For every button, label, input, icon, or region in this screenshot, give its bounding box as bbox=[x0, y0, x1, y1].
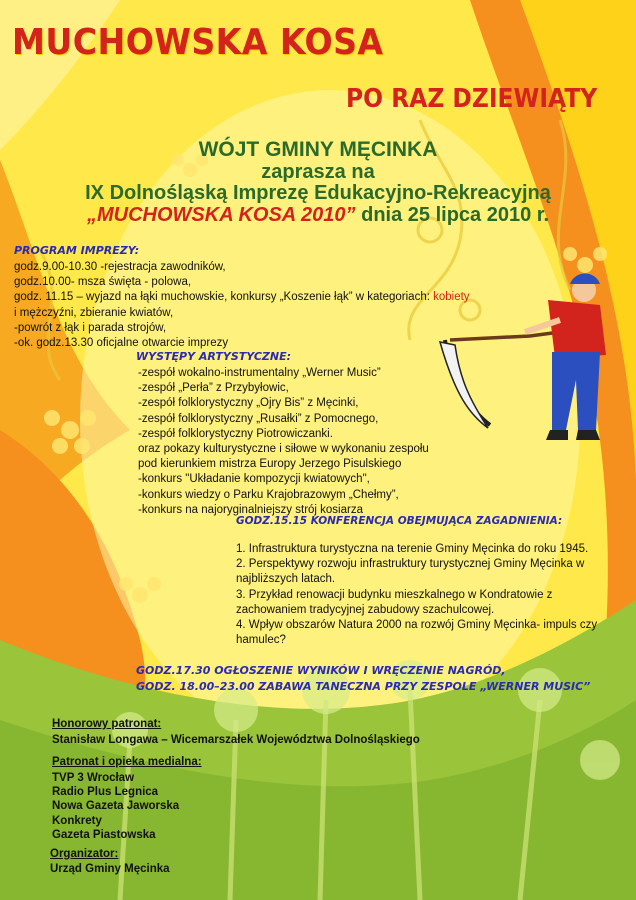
media-patronage-label: Patronat i opieka medialna: bbox=[52, 756, 202, 768]
poster-title: MUCHOWSKA KOSA bbox=[12, 22, 384, 63]
media-patronage-list bbox=[52, 771, 179, 842]
dance-party: GODZ. 18.00–23.00 ZABAWA TANECZNA PRZY ZESPOLE „WERNER MUSIC” bbox=[136, 680, 591, 693]
list-item-text: godz. 11.15 – wyjazd na łąki muchowskie, konkursy „Koszenie łąk” w kategoriach: bbox=[14, 291, 434, 304]
list-item: 2. Perspektywy rozwoju infrastruktury turystycznej Gminy Męcinka w najbliższych latach. bbox=[236, 558, 585, 586]
list-item: -zespół wokalno-instrumentalny „Werner Music” bbox=[138, 367, 381, 379]
results-announcement: GODZ.17.30 OGŁOSZENIE WYNIKÓW I WRĘCZENIE NAGRÓD, bbox=[136, 664, 506, 677]
list-item: -zespół folklorystyczny „Rusałki” z Pomocnego, bbox=[138, 412, 379, 425]
list-item: 4. Wpływ obszarów Natura 2000 na rozwój Gminy Męcinka- impuls czy hamulec? bbox=[236, 619, 598, 647]
program-list bbox=[14, 260, 470, 351]
organizer-label: Organizator: bbox=[50, 848, 119, 860]
honorary-patronage-label: Honorowy patronat: bbox=[52, 718, 162, 730]
organizer-value: Urząd Gminy Męcinka bbox=[50, 863, 170, 875]
invitation-invites: zaprasza na bbox=[261, 161, 375, 183]
list-item: -zespół folklorystyczny Piotrowiczanki. bbox=[138, 427, 333, 440]
list-item: -konkurs "Układanie kompozycji kwiatowych", bbox=[138, 473, 370, 486]
list-item: Konkrety bbox=[52, 814, 102, 827]
performances-heading: WYSTĘPY ARTYSTYCZNE: bbox=[136, 350, 292, 363]
category-highlight: kobiety bbox=[433, 291, 470, 304]
list-item: pod kierunkiem mistrza Europy Jerzego Pisulskiego bbox=[138, 458, 402, 471]
list-item: Radio Plus Legnica bbox=[52, 786, 159, 799]
list-item: i mężczyźni, zbieranie kwiatów, bbox=[14, 306, 174, 319]
performances-list bbox=[138, 366, 429, 518]
list-item: 1. Infrastruktura turystyczna na terenie Gminy Męcinka do roku 1945. bbox=[236, 543, 589, 555]
list-item: godz.9.00-10.30 -rejestracja zawodników, bbox=[14, 261, 226, 273]
event-name: „MUCHOWSKA KOSA 2010” bbox=[86, 204, 356, 226]
list-item: -konkurs na najoryginalniejszy strój kosiarza bbox=[138, 503, 363, 516]
list-item: godz.10.00- msza święta - polowa, bbox=[14, 276, 192, 289]
honorary-patronage-value: Stanisław Longawa – Wicemarszałek Województwa Dolnośląskiego bbox=[52, 734, 420, 746]
poster-subtitle: PO RAZ DZIEWIĄTY bbox=[346, 84, 598, 114]
invitation-host: WÓJT GMINY MĘCINKA bbox=[198, 138, 438, 161]
event-date: dnia 25 lipca 2010 r. bbox=[355, 204, 549, 226]
program-heading: PROGRAM IMPREZY: bbox=[14, 244, 140, 257]
list-item: TVP 3 Wrocław bbox=[52, 772, 135, 784]
list-item: oraz pokazy kulturystyczne i siłowe w wykonaniu zespołu bbox=[138, 443, 429, 456]
list-item: Nowa Gazeta Jaworska bbox=[52, 800, 180, 813]
conference-list bbox=[236, 542, 608, 648]
list-item: -konkurs wiedzy o Parku Krajobrazowym „Chełmy”, bbox=[138, 488, 399, 501]
list-item: 3. Przykład renowacji budynku mieszkalnego w Kondratowie z zachowaniem tradycyjnej zabudowy szachulcowej. bbox=[236, 588, 553, 616]
list-item: -ok. godz.13.30 oficjalne otwarcie imprezy bbox=[14, 337, 229, 350]
invitation-event-type: IX Dolnośląską Imprezę Edukacyjno-Rekreacyjną bbox=[85, 182, 551, 204]
list-item: -zespół „Perła” z Przybyłowic, bbox=[138, 382, 289, 395]
list-item: -zespół folklorystyczny „Ojry Bis” z Męcinki, bbox=[138, 397, 359, 410]
list-item: -powrót z łąk i parada strojów, bbox=[14, 321, 167, 334]
invitation-event-date bbox=[0, 204, 636, 227]
list-item: Gazeta Piastowska bbox=[52, 828, 156, 841]
conference-heading: GODZ.15.15 KONFERENCJA OBEJMUJĄCA ZAGADNIENIA: bbox=[236, 515, 563, 527]
list-item bbox=[14, 290, 470, 305]
